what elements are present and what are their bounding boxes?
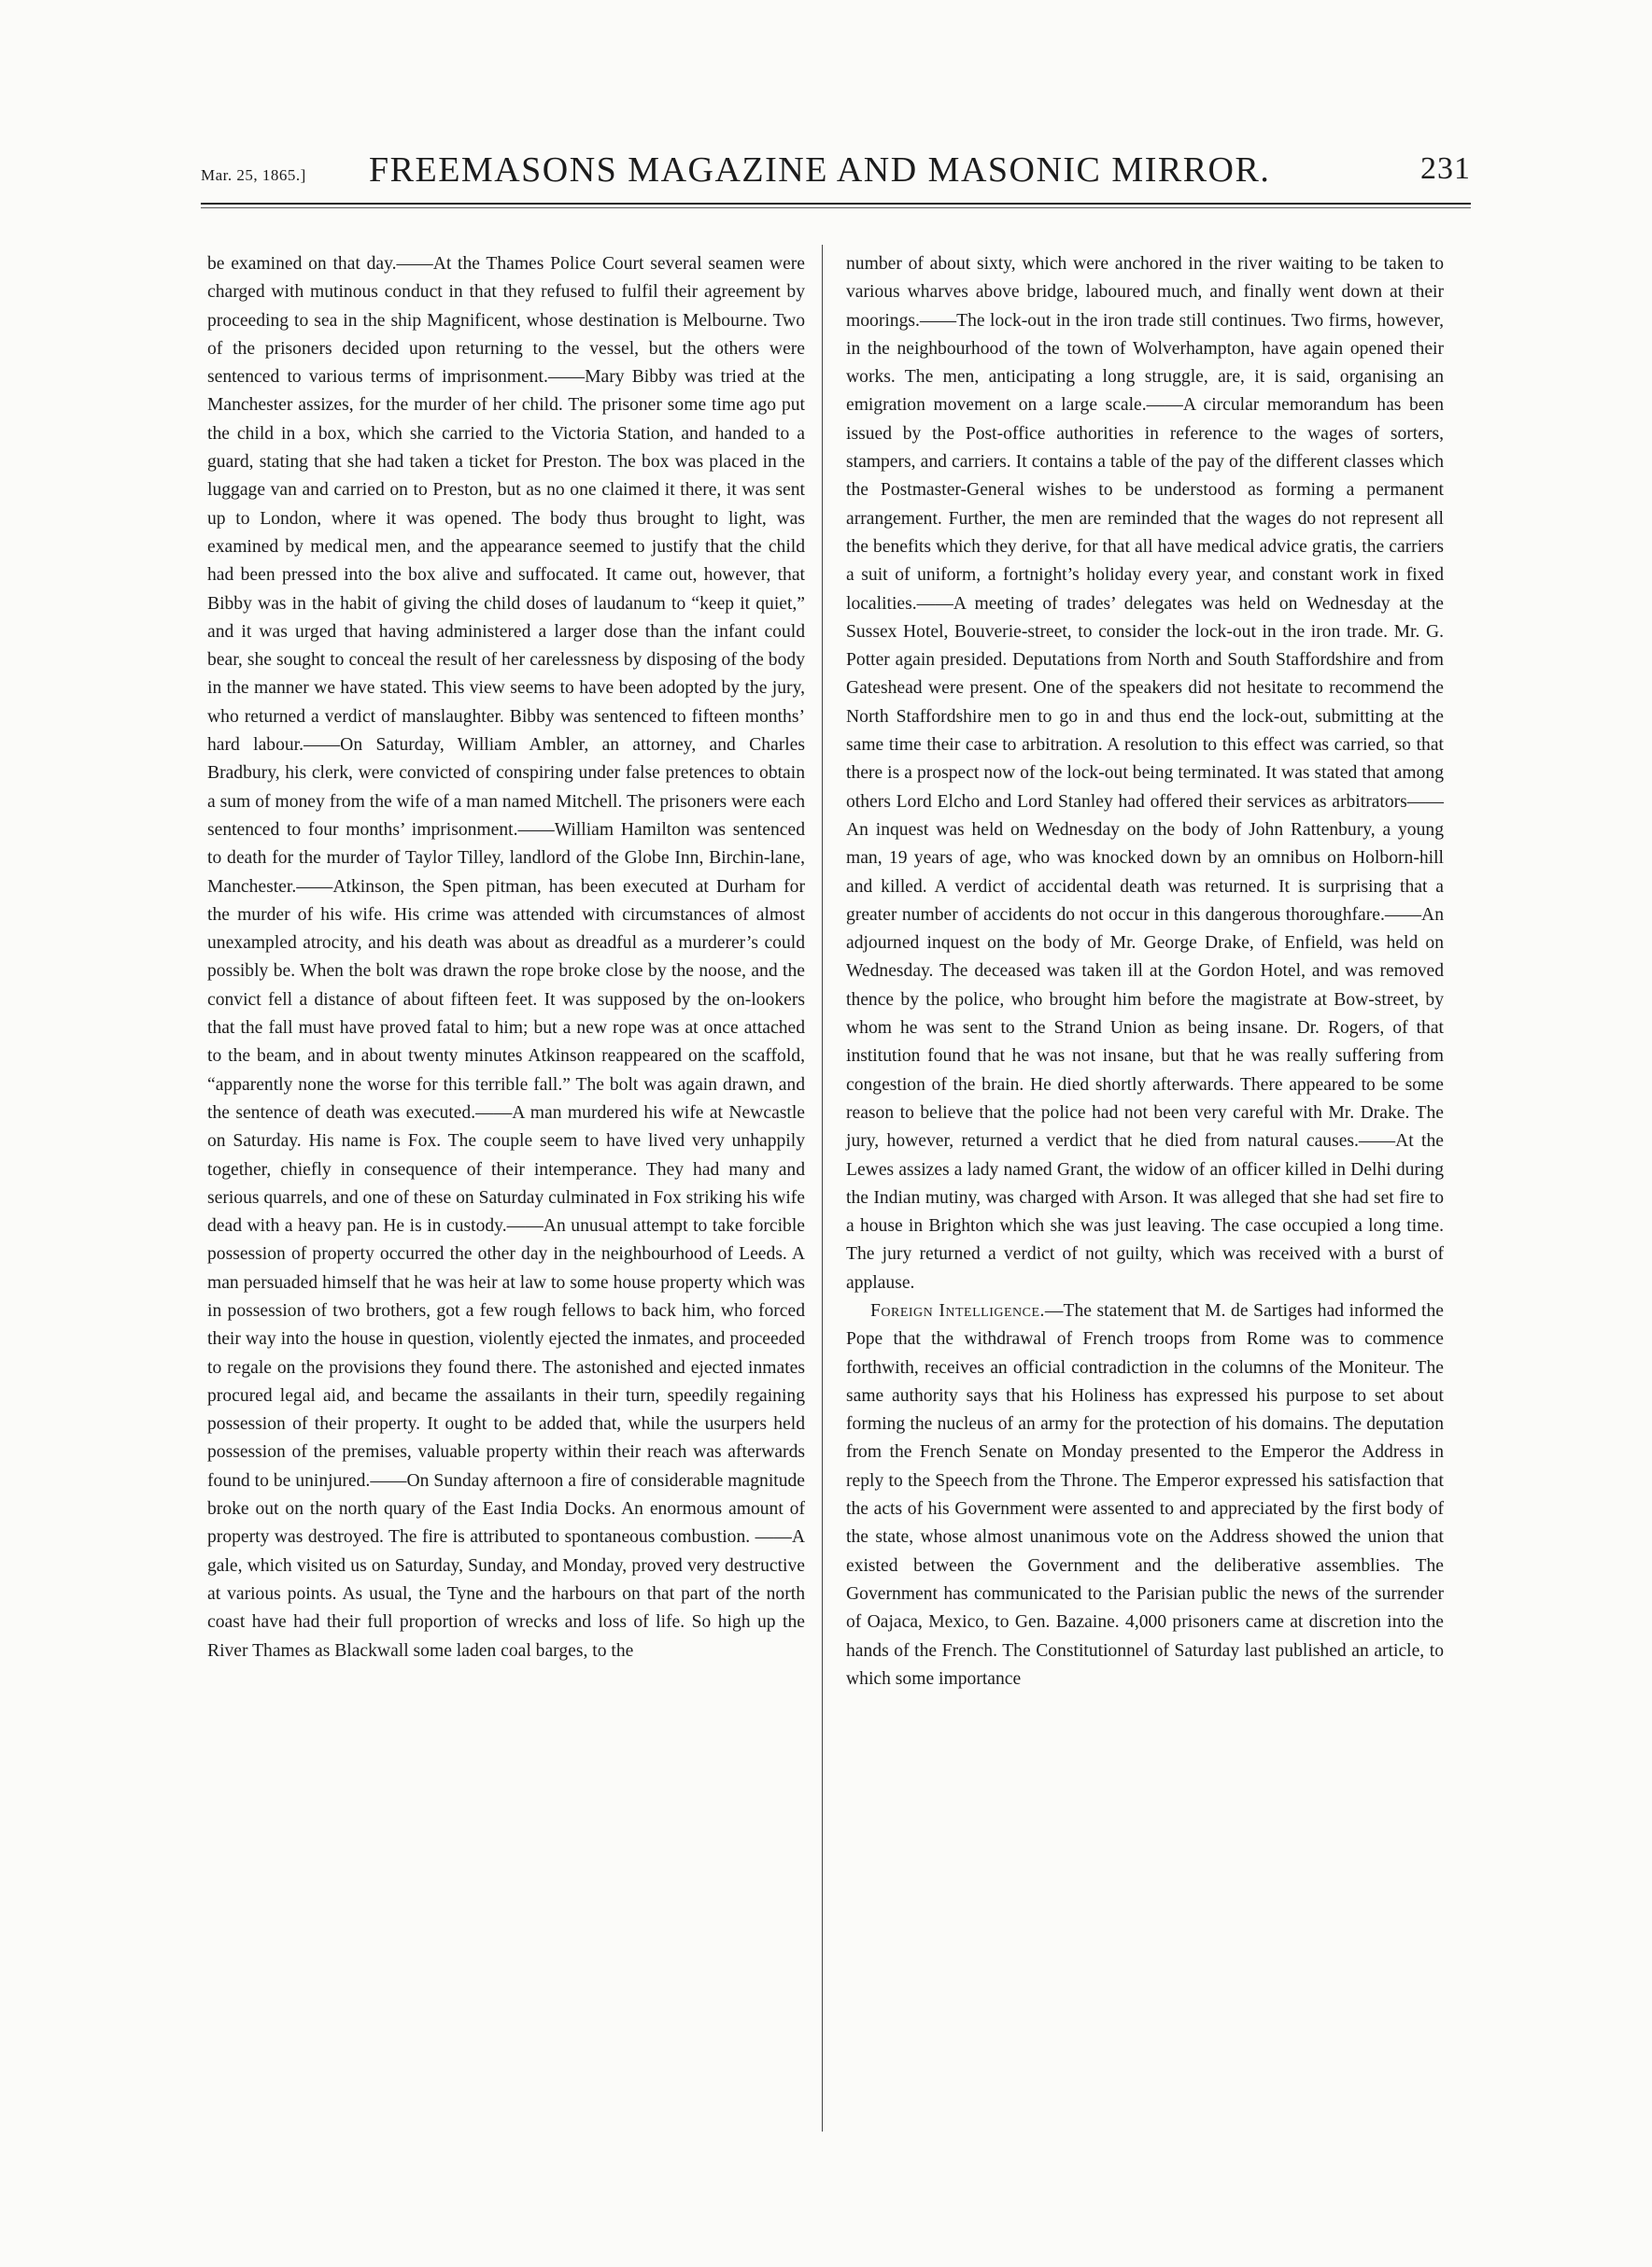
running-head bbox=[201, 146, 1471, 202]
page-number: 231 bbox=[1420, 151, 1471, 186]
column-divider bbox=[822, 245, 823, 2132]
foreign-intelligence-text: —The statement that M. de Sartiges had informed the Pope that the withdrawal of French troops from Rome was to commence forthwith, receives an official contradiction in the columns of the Moniteur. The same authority says that his Holiness has expressed his purpose to set about forming the nucleus of an army for the protection of his domains. The deputation from the French Senate on Monday presented to the Emperor the Address in reply to the Speech from the Throne. The Emperor expressed his satisfaction that the acts of his Government were assented to and appreciated by the first body of the state, whose almost unanimous vote on the Address showed the union that existed between the Government and the deliberative assemblies. The Government has communicated to the Parisian public the news of the surrender of Oajaca, Mexico, to Gen. Bazaine. 4,000 prisoners came at discretion into the hands of the French. The Constitutionnel of Saturday last published an article, to which some importance bbox=[846, 1300, 1444, 1689]
right-column-text: number of about sixty, which were anchored in the river waiting to be taken to various wharves above bridge, laboured much, and finally went down at their moorings.——The lock-out in the iron trade still continues. Two firms, however, in the neighbourhood of the town of Wolverhampton, have again opened their works. The men, anticipating a long struggle, are, it is said, organising an emigration movement on a large scale.——A circular memorandum has been issued by the Post-office authorities in reference to the wages of sorters, stampers, and carriers. It contains a table of the pay of the different classes which the Postmaster-General wishes to be understood as forming a permanent arrangement. Further, the men are reminded that the wages do not represent all the benefits which they derive, for that all have medical advice gratis, the carriers a suit of uniform, a fortnight’s holiday every year, and constant work in fixed localities.——A meeting of trades’ delegates was held on Wednesday at the Sussex Hotel, Bouverie-street, to consider the lock-out in the iron trade. Mr. G. Potter again presided. Deputations from North and South Staffordshire and from Gateshead were present. One of the speakers did not hesitate to recommend the North Staffordshire men to go in and thus end the lock-out, submitting at the same time their case to arbitration. A resolution to this effect was carried, so that there is a prospect now of the lock-out being terminated. It was stated that among others Lord Elcho and Lord Stanley had offered their services as arbitrators——An inquest was held on Wednesday on the body of John Rattenbury, a young man, 19 years of age, who was knocked down by an omnibus on Holborn-hill and killed. A verdict of accidental death was returned. It is surprising that a greater number of accidents do not occur in this dangerous thoroughfare.——An adjourned inquest on the body of Mr. George Drake, of Enfield, was held on Wednesday. The deceased was taken ill at the Gordon Hotel, and was removed thence by the police, who brought him before the magistrate at Bow-street, by whom he was sent to the Strand Union as being insane. Dr. Rogers, of that institution found that he was not insane, but that he was really suffering from congestion of the brain. He died shortly afterwards. There appeared to be some reason to believe that the police had not been very careful with Mr. Drake. The jury, however, returned a verdict that he died from natural causes.——At the Lewes assizes a lady named Grant, the widow of an officer killed in Delhi during the Indian mutiny, was charged with Arson. It was alleged that she had set fire to a house in Brighton which she was just leaving. The case occupied a long time. The jury returned a verdict of not guilty, which was received with a burst of applause. bbox=[846, 254, 1444, 1293]
right-column bbox=[846, 250, 1444, 1693]
left-column bbox=[207, 250, 805, 1665]
left-column-text: be examined on that day.——At the Thames Police Court several seamen were charged with mutinous conduct in that they refused to fulfil their agreement by proceeding to sea in the ship Magnificent, whose destination is Melbourne. Two of the prisoners decided upon returning to the vessel, but the others were sentenced to various terms of imprisonment.——Mary Bibby was tried at the Manchester assizes, for the murder of her child. The prisoner some time ago put the child in a box, which she carried to the Victoria Station, and handed to a guard, stating that she had taken a ticket for Preston. The box was placed in the luggage van and carried on to Preston, but as no one claimed it there, it was sent up to London, where it was opened. The body thus brought to light, was examined by medical men, and the appearance seemed to justify that the child had been pressed into the box alive and suffocated. It came out, however, that Bibby was in the habit of giving the child doses of laudanum to “keep it quiet,” and it was urged that having administered a larger dose than the infant could bear, she sought to conceal the result of her carelessness by disposing of the body in the manner we have stated. This view seems to have been adopted by the jury, who returned a verdict of manslaughter. Bibby was sentenced to fifteen months’ hard labour.——On Saturday, William Ambler, an attorney, and Charles Bradbury, his clerk, were convicted of conspiring under false pretences to obtain a sum of money from the wife of a man named Mitchell. The prisoners were each sentenced to four months’ imprisonment.——William Hamilton was sentenced to death for the murder of Taylor Tilley, landlord of the Globe Inn, Birchin-lane, Manchester.——Atkinson, the Spen pitman, has been executed at Durham for the murder of his wife. His crime was attended with circumstances of almost unexampled atrocity, and his death was about as dreadful as a murderer’s could possibly be. When the bolt was drawn the rope broke close by the noose, and the convict fell a distance of about fifteen feet. It was supposed by the on-lookers that the fall must have proved fatal to him; but a new rope was at once attached to the beam, and in about twenty minutes Atkinson reappeared on the scaffold, “apparently none the worse for this terrible fall.” The bolt was again drawn, and the sentence of death was executed.——A man murdered his wife at Newcastle on Saturday. His name is Fox. The couple seem to have lived very unhappily together, chiefly in consequence of their intemperance. They had many and serious quarrels, and one of these on Saturday culminated in Fox striking his wife dead with a heavy pan. He is in custody.——An unusual attempt to take forcible possession of property occurred the other day in the neighbourhood of Leeds. A man persuaded himself that he was heir at law to some house property which was in possession of two brothers, got a few rough fellows to back him, who forced their way into the house in question, violently ejected the inmates, and proceeded to regale on the provisions they found there. The astonished and ejected inmates procured legal aid, and became the assailants in their turn, speedily regaining possession of their property. It ought to be added that, while the usurpers held possession of the premises, valuable property within their reach was afterwards found to be uninjured.——On Sunday afternoon a fire of considerable magnitude broke out on the north quary of the East India Docks. An enormous amount of property was destroyed. The fire is attributed to spontaneous combustion. ——A gale, which visited us on Saturday, Sunday, and Monday, proved very destructive at various points. As usual, the Tyne and the harbours on that part of the north coast have had their full proportion of wrecks and loss of life. So high up the River Thames as Blackwall some laden coal barges, to the bbox=[207, 254, 805, 1661]
section-heading-foreign-intelligence: Foreign Intelligence. bbox=[870, 1300, 1045, 1321]
publication-title: FREEMASONS MAGAZINE AND MASONIC MIRROR. bbox=[369, 150, 1271, 190]
header-rule-thin bbox=[201, 207, 1471, 208]
header-rule bbox=[201, 203, 1471, 205]
foreign-intelligence-paragraph bbox=[846, 1297, 1444, 1693]
issue-date: Mar. 25, 1865.] bbox=[201, 166, 306, 184]
